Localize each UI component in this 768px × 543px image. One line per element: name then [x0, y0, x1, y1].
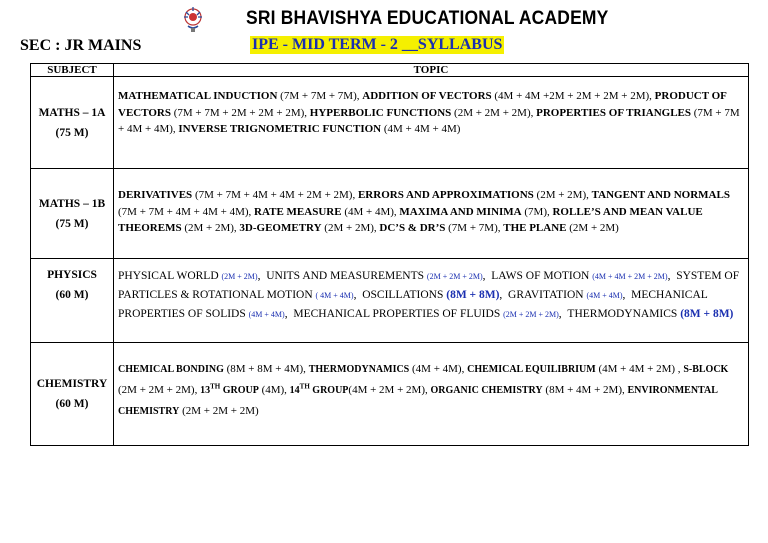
topic-cell — [114, 77, 749, 169]
topic-name: ORGANIC CHEMISTRY — [430, 385, 543, 396]
topic-name: UNITS AND MEASUREMENTS — [266, 270, 425, 282]
topic-name — [289, 382, 349, 396]
topic-name: INVERSE TRIGNOMETRIC FUNCTION — [178, 123, 382, 135]
subject-name: CHEMISTRY — [36, 378, 108, 390]
topic-name: PHYSICAL WORLD — [118, 270, 219, 282]
group-number: 14 — [289, 385, 300, 396]
topic-name: MECHANICAL PROPERTIES OF FLUIDS — [293, 308, 501, 320]
topic-weightage: (2M + 2M + 2M) — [426, 272, 483, 281]
topic-cell — [114, 169, 749, 259]
topic-name: HYPERBOLIC FUNCTIONS — [309, 106, 452, 119]
table-row-maths-1a — [31, 77, 749, 169]
topic-name — [200, 382, 259, 396]
topic-name: THERMODYNAMICS — [567, 308, 678, 320]
subject-column-header: SUBJECT — [31, 64, 114, 77]
topic-weightage: (2M + 2M + 2M) — [503, 310, 559, 319]
topic-name: DC’S & DR’S — [379, 222, 446, 234]
topic-name: 3D-GEOMETRY — [239, 222, 322, 234]
topic-weightage: (2M + 2M + 2M), — [451, 106, 537, 119]
topic-name: PRODUCT OF VECTORS — [118, 90, 727, 119]
table-header-row — [31, 64, 749, 77]
subject-name: PHYSICS — [47, 269, 97, 281]
topic-name: THE PLANE — [503, 222, 567, 234]
topic-weightage: (2M + 2M) — [566, 222, 619, 234]
topic-weightage: (2M + 2M), — [533, 189, 592, 201]
table-row-physics — [31, 259, 749, 343]
topic-name: OSCILLATIONS — [362, 289, 444, 301]
ordinal-suffix: TH — [210, 382, 221, 391]
subject-name: MATHS – 1A — [38, 106, 106, 119]
topic-weightage: (8M + 4M + 2M), — [542, 384, 628, 396]
topic-name: MAXIMA AND MINIMA — [399, 205, 522, 218]
topic-weightage: (2M + 2M + 2M) — [179, 405, 259, 417]
subject-cell — [31, 77, 114, 169]
section-label: SEC : JR MAINS — [20, 37, 142, 54]
topic-name: TANGENT AND NORMALS — [591, 189, 730, 201]
topic-name: MECHANICAL PROPERTIES OF SOLIDS — [118, 289, 708, 320]
subject-cell — [31, 169, 114, 259]
subject-marks: (60 M) — [55, 289, 89, 301]
topic-weightage: (8M + 8M + 4M), — [223, 363, 309, 375]
topic-name: S-BLOCK — [683, 364, 729, 375]
topic-weightage: (4M + 4M) — [586, 291, 623, 300]
ordinal-suffix: TH — [299, 382, 310, 391]
topic-weightage: (2M + 2M), — [181, 222, 240, 234]
academy-name: SRI BHAVISHYA EDUCATIONAL ACADEMY — [246, 8, 609, 29]
group-label: GROUP — [309, 385, 349, 396]
topic-cell: PHYSICAL WORLD (2M + 2M), UNITS AND MEASUREMENTS (2M + 2M + 2M), LAWS OF MOTION (4M + 4M + 2M + 2M), SYSTEM OF PARTICLES & ROTATIONAL MOTION ( 4M + 4M), OSCILLATIONS (8M + 8M), GRAVITATION (4M + 4M), MECHANICAL PROPERTIES OF SOLIDS (4M + 4M), MECHANICAL PROPERTIES OF FLUIDS (2M + 2M + 2M), THERMODYNAMICS (8M + 8M) — [114, 259, 749, 343]
group-number: 13 — [200, 385, 211, 396]
subject-cell — [31, 343, 114, 446]
topic-weightage: (7M + 7M + 4M + 4M + 4M), — [118, 205, 255, 218]
topic-name: CHEMICAL BONDING — [118, 364, 224, 375]
topic-name: THERMODYNAMICS — [308, 364, 410, 375]
topic-weightage: (8M + 8M) — [446, 289, 500, 301]
topic-weightage: (7M + 7M + 7M), — [277, 90, 363, 102]
table-row-chemistry — [31, 343, 749, 446]
topic-name: ERRORS AND APPROXIMATIONS — [357, 189, 534, 201]
topic-name: SYSTEM OF PARTICLES & ROTATIONAL MOTION — [118, 270, 740, 301]
topic-name: PROPERTIES OF TRIANGLES — [536, 106, 691, 119]
topic-cell — [114, 343, 749, 446]
topic-column-header: TOPIC — [114, 64, 749, 77]
topic-weightage: (7M + 7M + 4M + 4M + 2M + 2M), — [192, 189, 358, 201]
topic-weightage: ( 4M + 4M) — [315, 291, 354, 300]
topic-name: ADDITION OF VECTORS — [362, 90, 492, 102]
topic-name: CHEMICAL EQUILIBRIUM — [467, 364, 596, 375]
topic-weightage: (2M + 2M) — [221, 272, 258, 281]
topic-weightage: (4M + 4M + 4M) — [381, 123, 461, 135]
topic-weightage: (4M + 4M), — [341, 205, 400, 218]
topic-weightage: (2M + 2M), — [321, 222, 380, 234]
topic-weightage: (7M + 7M), — [445, 222, 504, 234]
topic-weightage: (7M + 7M + 4M + 4M), — [118, 106, 740, 135]
exam-title: IPE - MID TERM - 2 __SYLLABUS — [252, 36, 503, 53]
topic-weightage: (4M), — [258, 384, 290, 396]
subject-marks: (75 M) — [55, 217, 89, 230]
topic-weightage: (4M + 4M + 2M) , — [595, 363, 684, 375]
topic-name: RATE MEASURE — [254, 205, 342, 218]
group-label: GROUP — [220, 385, 259, 396]
topic-weightage: (4M + 4M), — [409, 363, 468, 375]
topic-name: DERIVATIVES — [118, 189, 193, 201]
topic-weightage: (8M + 8M) — [680, 308, 734, 320]
topic-weightage: (4M + 4M + 2M + 2M) — [592, 272, 668, 281]
topic-name: ROLLE’S AND MEAN VALUE THEOREMS — [118, 205, 703, 234]
topic-weightage: (4M + 4M +2M + 2M + 2M + 2M), — [491, 90, 655, 102]
topic-weightage: (7M), — [521, 205, 553, 218]
academy-emblem-icon — [180, 6, 206, 34]
subject-marks: (75 M) — [55, 126, 89, 139]
topic-name: LAWS OF MOTION — [491, 270, 590, 282]
subject-cell — [31, 259, 114, 343]
topic-name: ENVIRONMENTAL CHEMISTRY — [118, 385, 718, 417]
table-row-maths-1b — [31, 169, 749, 259]
topic-name: GRAVITATION — [508, 289, 584, 301]
subject-marks: (60 M) — [55, 398, 89, 410]
topic-weightage: (2M + 2M + 2M), — [118, 384, 201, 396]
topic-weightage: (4M + 2M + 2M), — [348, 384, 431, 396]
topic-weightage: (4M + 4M) — [248, 310, 285, 319]
syllabus-table — [30, 63, 749, 446]
topic-name: MATHEMATICAL INDUCTION — [118, 90, 278, 102]
topic-weightage: (7M + 7M + 2M + 2M + 2M), — [170, 106, 310, 119]
subject-name: MATHS – 1B — [38, 197, 106, 210]
